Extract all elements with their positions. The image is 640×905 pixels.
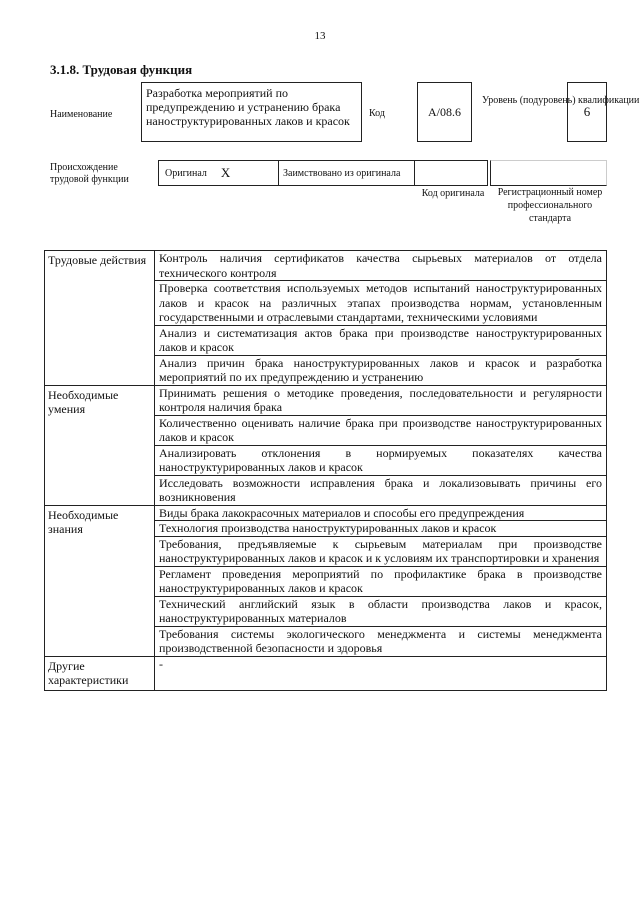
table-row — [45, 385, 607, 415]
table-item: - — [155, 656, 607, 690]
table-row — [45, 505, 607, 521]
table-item: Исследовать возможности исправления брака и локализовывать причины его возникновения — [155, 475, 607, 505]
table-item: Регламент проведения мероприятий по профилактике брака в производстве наноструктурированных лаков и красок — [155, 566, 607, 596]
section-title: 3.1.8. Трудовая функция — [50, 62, 193, 77]
original-label: Оригинал — [165, 167, 207, 179]
origin-label: Происхождение трудовой функции — [50, 162, 129, 185]
table-item: Требования, предъявляемые к сырьевым материалам при производстве наноструктурированных лаков и красок и к условиям их транспортировки и хранения — [155, 536, 607, 566]
original-mark: X — [220, 165, 231, 180]
table-item: Технический английский язык в области производства лаков и красок, наноструктурированных материалов — [155, 596, 607, 626]
reg-number-label: Регистрационный номер профессионального стандарта — [497, 187, 603, 224]
function-table — [44, 250, 607, 691]
table-row — [45, 656, 607, 690]
table-item: Анализировать отклонения в нормируемых показателях качества наноструктурированных лаков и красок — [155, 445, 607, 475]
table-item: Контроль наличия сертификатов качества сырьевых материалов от отдела технического контроля — [155, 251, 607, 281]
level-box: 6 — [567, 82, 607, 142]
category-cell: Другие характеристики — [45, 656, 155, 690]
borrowed-cell — [278, 160, 415, 186]
category-cell: Необходимые знания — [45, 505, 155, 656]
table-item: Технология производства наноструктурированных лаков и красок — [155, 521, 607, 537]
table-item: Виды брака лакокрасочных материалов и способы его предупреждения — [155, 505, 607, 521]
table-row — [45, 251, 607, 281]
table-item: Количественно оценивать наличие брака при производстве наноструктурированных лаков и красок — [155, 415, 607, 445]
name-label: Наименование — [50, 109, 113, 120]
table-item: Анализ причин брака наноструктурированных лаков и красок и разработка мероприятий по их предупреждению и устранению — [155, 355, 607, 385]
category-cell: Трудовые действия — [45, 251, 155, 386]
borrowed-label: Заимствовано из оригинала — [283, 167, 401, 179]
level-label: Уровень (подуровень) квалификации — [482, 95, 640, 106]
table-item: Требования системы экологического менеджмента и системы менеджмента производственной безопасности и здоровья — [155, 626, 607, 656]
table-item: Анализ и систематизация актов брака при производстве наноструктурированных лаков и красок — [155, 325, 607, 355]
code-original-label: Код оригинала — [421, 188, 485, 199]
table-item: Проверка соответствия используемых методов испытаний наноструктурированных лаков и красок на различных этапах производства нормам, установленным государственными и отраслевыми стандартами, техническими условиями — [155, 281, 607, 326]
original-cell — [158, 160, 279, 186]
category-cell: Необходимые умения — [45, 385, 155, 505]
table-item: Принимать решения о методике проведения, последовательности и регулярности контроля наличия брака — [155, 385, 607, 415]
function-name-box: Разработка мероприятий по предупреждению и устранению брака наноструктурированных лаков и красок — [141, 82, 362, 142]
page-number: 13 — [314, 30, 326, 42]
reg-number-cell — [490, 160, 607, 186]
code-label: Код — [369, 108, 385, 119]
code-box: А/08.6 — [417, 82, 472, 142]
origin-row — [158, 160, 488, 186]
code-original-cell — [414, 160, 488, 186]
